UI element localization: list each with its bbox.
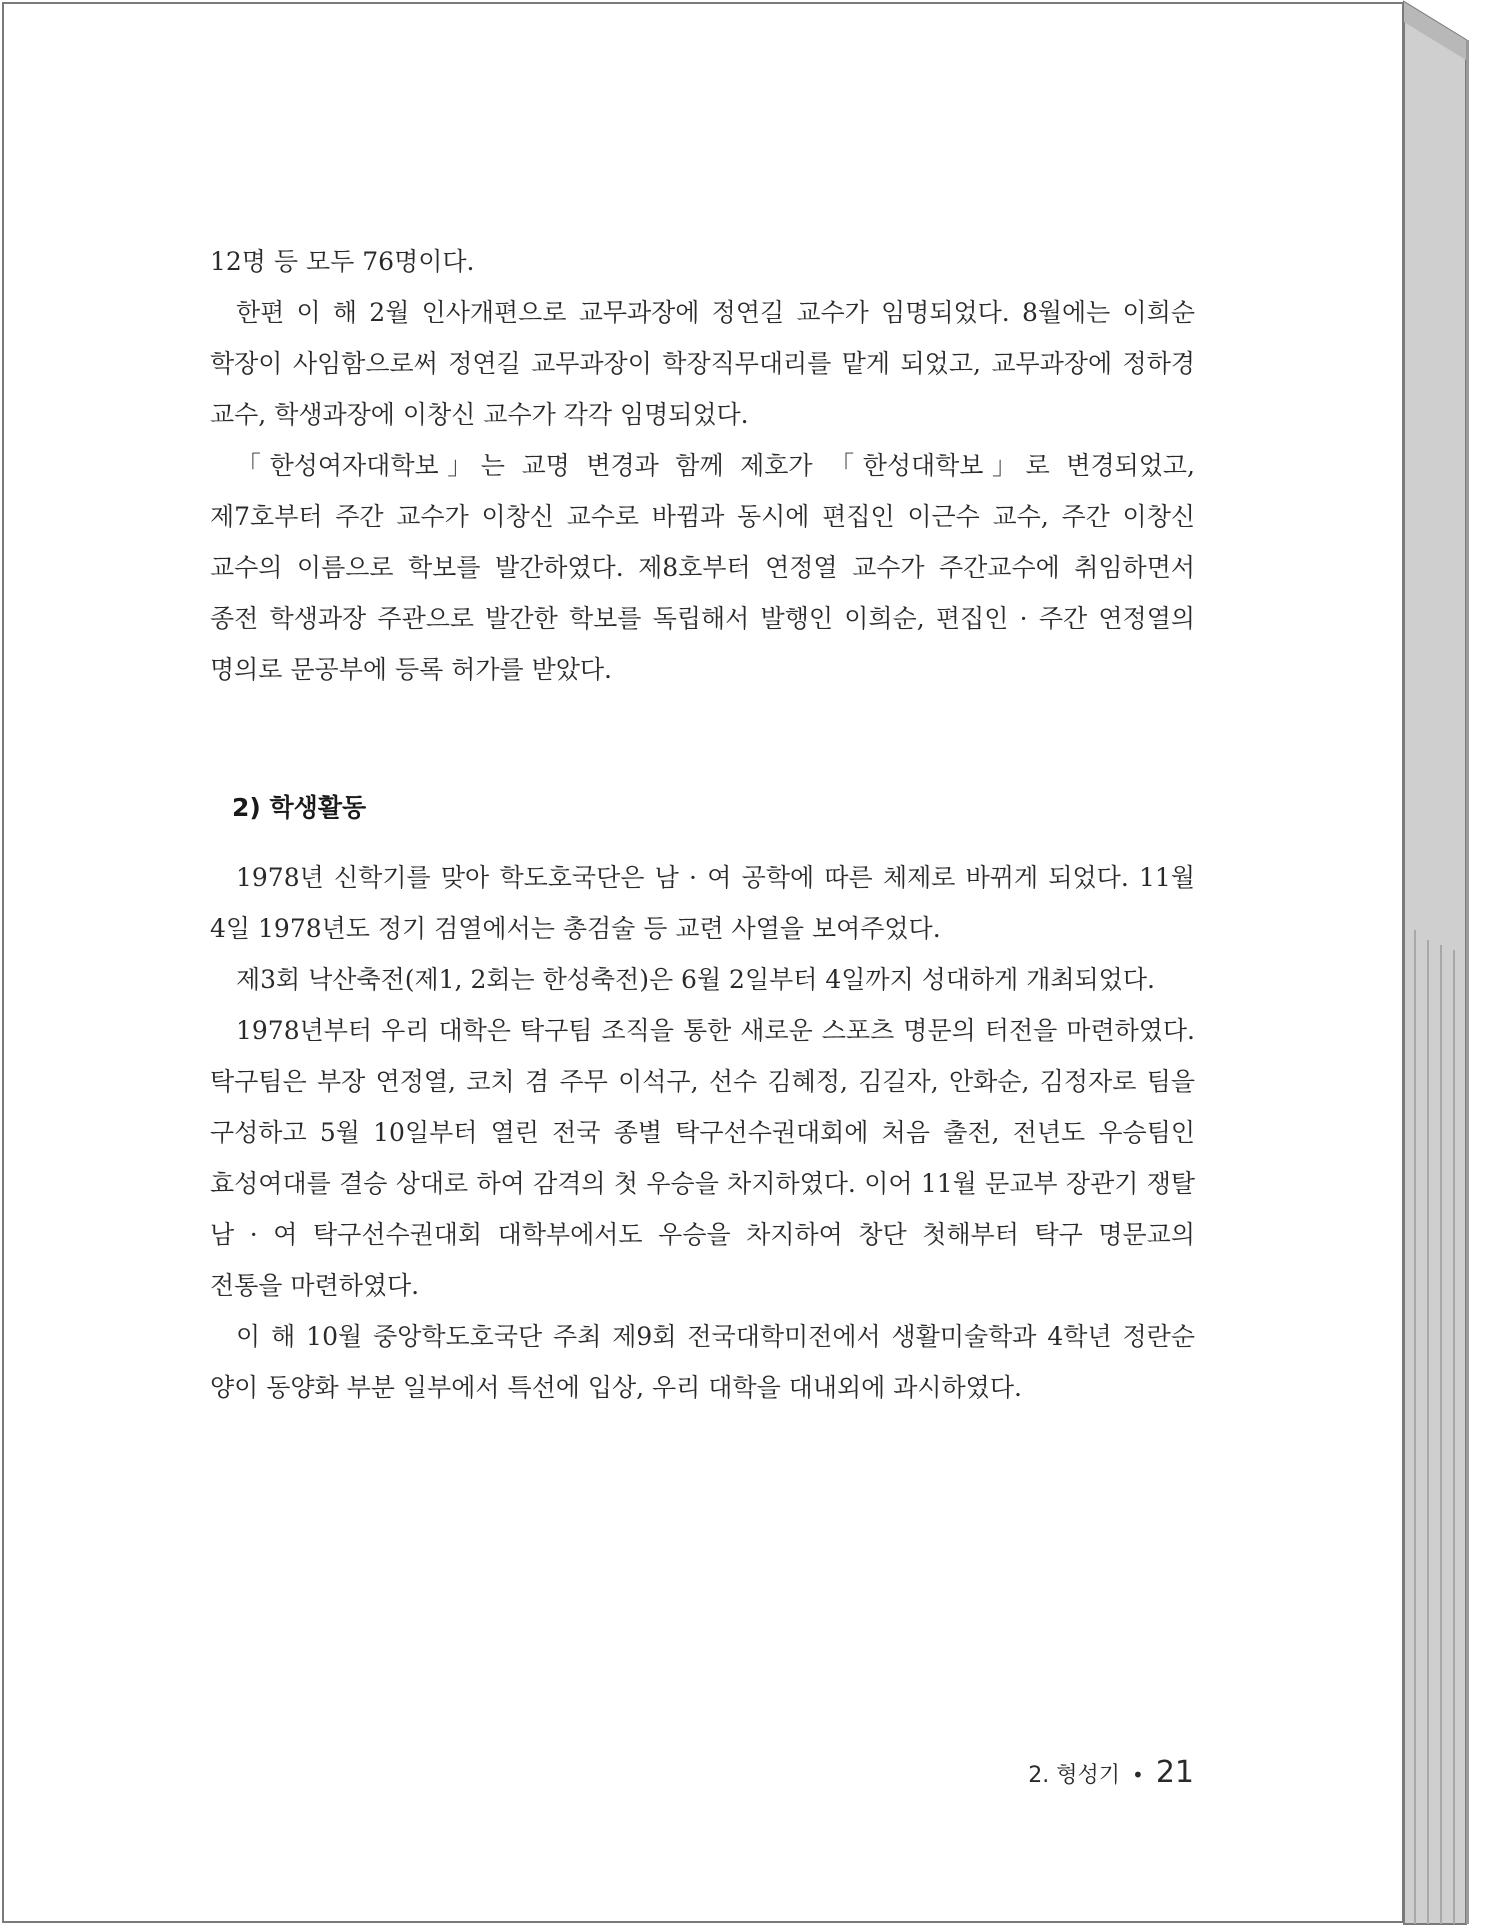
paragraph-5: 제3회 낙산축전(제1, 2회는 한성축전)은 6월 2일부터 4일까지 성대하게 개최되었다. (236, 965, 1155, 994)
paragraph-7: 이 해 10월 중앙학도호국단 주최 제9회 전국대학미전에서 생활미술학과 4학년 정란순 양이 동양화 부분 일부에서 특선에 입상, 우리 대학을 대내외에 과시하였다. (210, 1322, 1195, 1402)
footer-bullet: • (1132, 1763, 1144, 1787)
text-block-top (210, 236, 1195, 695)
text-block-bottom (210, 852, 1195, 1413)
paragraph-3: 「한성여자대학보」는 교명 변경과 함께 제호가 「한성대학보」로 변경되었고, 제7호부터 주간 교수가 이창신 교수로 바뀜과 동시에 편집인 이근수 교수, 주간 이창신 교수의 이름으로 학보를 발간하였다. 제8호부터 연정열 교수가 주간교수에 취임하면서 종전 학생과장 주관으로 발간한 학보를 독립해서 발행인 이희순, 편집인 · 주간 연정열의 명의로 문공부에 등록 허가를 받았다. (210, 451, 1195, 684)
page-number: 21 (1155, 1755, 1194, 1790)
paragraph-6: 1978년부터 우리 대학은 탁구팀 조직을 통한 새로운 스포츠 명문의 터전을 마련하였다. 탁구팀은 부장 연정열, 코치 겸 주무 이석구, 선수 김혜정, 김길자, 안화순, 김정자로 팀을 구성하고 5월 10일부터 열린 전국 종별 탁구선수권대회에 처음 출전, 전년도 우승팀인 효성여대를 결승 상대로 하여 감격의 첫 우승을 차지하였다. 이어 11월 문교부 장관기 쟁탈 남 · 여 탁구선수권대회 대학부에서도 우승을 차지하여 창단 첫해부터 탁구 명문교의 전통을 마련하였다. (210, 1016, 1195, 1300)
footer-chapter-title: 2. 형성기 (1028, 1763, 1121, 1788)
section-heading: 2) 학생활동 (232, 793, 367, 822)
paragraph-4: 1978년 신학기를 맞아 학도호국단은 남 · 여 공학에 따른 체제로 바뀌게 되었다. 11월 4일 1978년도 정기 검열에서는 총검술 등 교련 사열을 보여주었다. (210, 863, 1195, 943)
paragraph-2: 한편 이 해 2월 인사개편으로 교무과장에 정연길 교수가 임명되었다. 8월에는 이희순 학장이 사임함으로써 정연길 교무과장이 학장직무대리를 맡게 되었고, 교무과장에 정하경 교수, 학생과장에 이창신 교수가 각각 임명되었다. (210, 298, 1195, 429)
page-footer (1028, 1755, 1194, 1790)
paragraph-1: 12명 등 모두 76명이다. (210, 247, 475, 276)
